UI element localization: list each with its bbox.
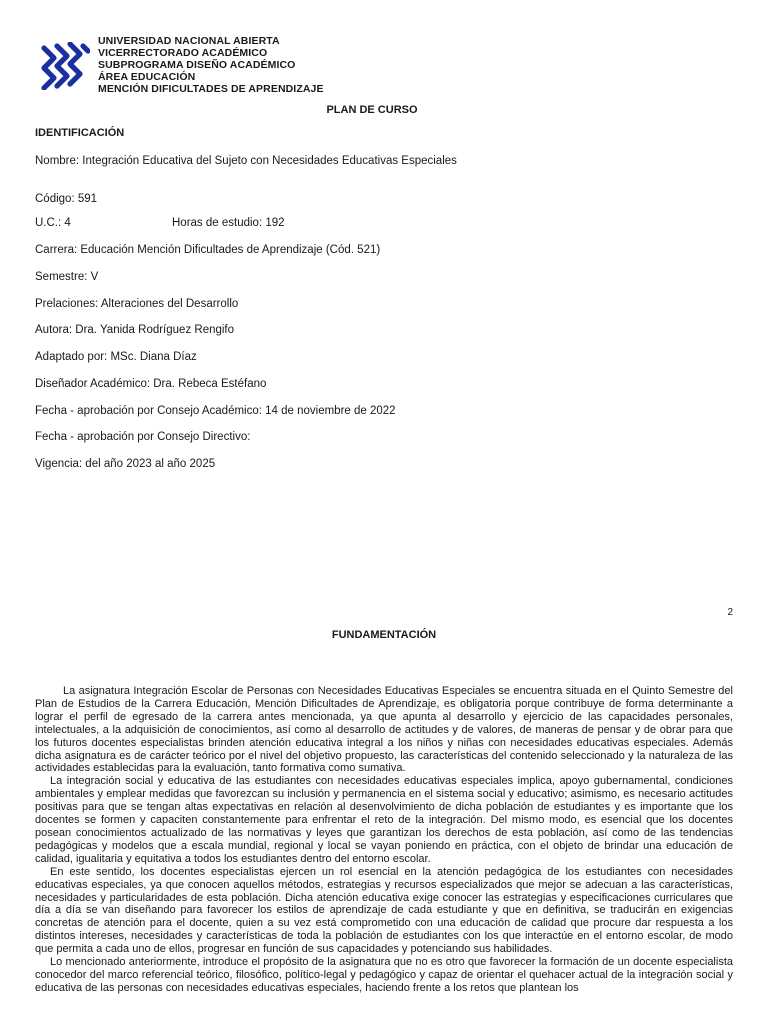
field-disenador: Diseñador Académico: Dra. Rebeca Estéfano: [35, 378, 267, 390]
field-codigo: Código: 591: [35, 193, 98, 205]
header-line-area: ÁREA EDUCACIÓN: [98, 71, 196, 83]
field-autora: Autora: Dra. Yanida Rodríguez Rengifo: [35, 324, 235, 336]
fundamentacion-heading: FUNDAMENTACIÓN: [331, 629, 437, 641]
paragraph: Lo mencionado anteriormente, introduce el propósito de la asignatura que no es otro que favorecer la formación de un docente especialista conocedor del marco referencial teórico, filosófico, político-legal y pedagógico y capaz de orientar el quehacer actual de la integración social y educativa de las personas con necesidades educativas especiales, haciendo frente a los retos que plantean los: [35, 956, 733, 994]
fundamentacion-body: [35, 685, 733, 995]
header-line-subprograma: SUBPROGRAMA DISEÑO ACADÉMICO: [98, 59, 296, 71]
field-fecha-directivo: Fecha - aprobación por Consejo Directivo:: [35, 431, 251, 443]
field-uc: U.C.: 4: [35, 217, 71, 229]
page-number: 2: [727, 607, 733, 618]
header-line-university: UNIVERSIDAD NACIONAL ABIERTA: [98, 35, 280, 47]
field-fecha-academico: Fecha - aprobación por Consejo Académico: 14 de noviembre de 2022: [35, 405, 396, 417]
paragraph: La asignatura Integración Escolar de Personas con Necesidades Educativas Especiales se encuentra situada en el Quinto Semestre del Plan de Estudios de la Carrera Educación, Mención Dificultades de Aprendizaje, es obligatoria porque contribuye de forma determinante a lograr el perfil de egresado de la carrera antes mencionada, ya que apunta al desarrollo y ejercicio de las capacidades personales, intelectuales, a la adquisición de conocimientos, así como al desarrollo de actitudes y de valores, de maneras de pensar y de obrar para que los futuros docentes especialistas brinden atención educativa integral a los niños y niñas con necesidades educativas especiales. Además dicha asignatura es de carácter teórico por el nivel del objetivo propuesto, las características del contenido seleccionado y la naturaleza de las actividades establecidas para la evaluación, tanto formativa como sumativa.: [35, 685, 733, 775]
paragraph: La integración social y educativa de las estudiantes con necesidades educativas especiales implica, apoyo gubernamental, condiciones ambientales y emplear medidas que favorezcan su inclusión y permanencia en el sistema social y educativo; asimismo, es necesario actitudes positivas para que se tengan altas expectativas en relación al desenvolvimiento de dicha población de estudiantes y es importante que los docentes se formen y capaciten constantemente para enfrentar el reto de la integración. Del mismo modo, es esencial que los docentes posean conocimientos actualizado de las normativas y leyes que garantizan los derechos de esta población, así como de las tendencias pedagógicas y modelos que a escala mundial, regional y local se vayan poniendo en práctica, con el objeto de brindar una educación de calidad, igualitaria y equitativa a todos los estudiantes dentro del entorno escolar.: [35, 775, 733, 865]
document-title: PLAN DE CURSO: [326, 104, 418, 116]
institution-header: [98, 35, 324, 95]
field-horas: Horas de estudio: 192: [172, 217, 285, 229]
field-vigencia: Vigencia: del año 2023 al año 2025: [35, 458, 216, 470]
header-line-mencion: MENCIÓN DIFICULTADES DE APRENDIZAJE: [98, 83, 324, 95]
field-nombre: Nombre: Integración Educativa del Sujeto con Necesidades Educativas Especiales: [35, 155, 457, 167]
paragraph: En este sentido, los docentes especialistas ejercen un rol esencial en la atención pedagógica de los estudiantes con necesidades educativas especiales, ya que conocen aquellos métodos, estrategias y recursos especializados que mejor se adecuan a las características, necesidades y particularidades de esta población. Dicha atención educativa exige conocer las estrategias y especificaciones curriculares que día a día se van diseñando para favorecer los estilos de aprendizaje de cada estudiante y que en definitiva, se traducirán en exigencias concretas de atención para el docente, quien a su vez está comprometido con una educación de calidad que procure dar respuesta a los distintos intereses, necesidades y características de toda la población de estudiantes con los que interactúe en el entorno escolar, de modo que permita a cada uno de ellos, progresar en función de sus capacidades y potenciando sus habilidades.: [35, 865, 733, 956]
identification-heading: IDENTIFICACIÓN: [35, 127, 125, 139]
field-prelaciones: Prelaciones: Alteraciones del Desarrollo: [35, 298, 239, 310]
header-line-vicerrectorado: VICERRECTORADO ACADÉMICO: [98, 47, 268, 59]
field-adaptado: Adaptado por: MSc. Diana Díaz: [35, 351, 197, 363]
field-carrera: Carrera: Educación Mención Dificultades de Aprendizaje (Cód. 521): [35, 244, 381, 256]
field-semestre: Semestre: V: [35, 271, 99, 283]
una-logo-icon: [40, 42, 90, 90]
